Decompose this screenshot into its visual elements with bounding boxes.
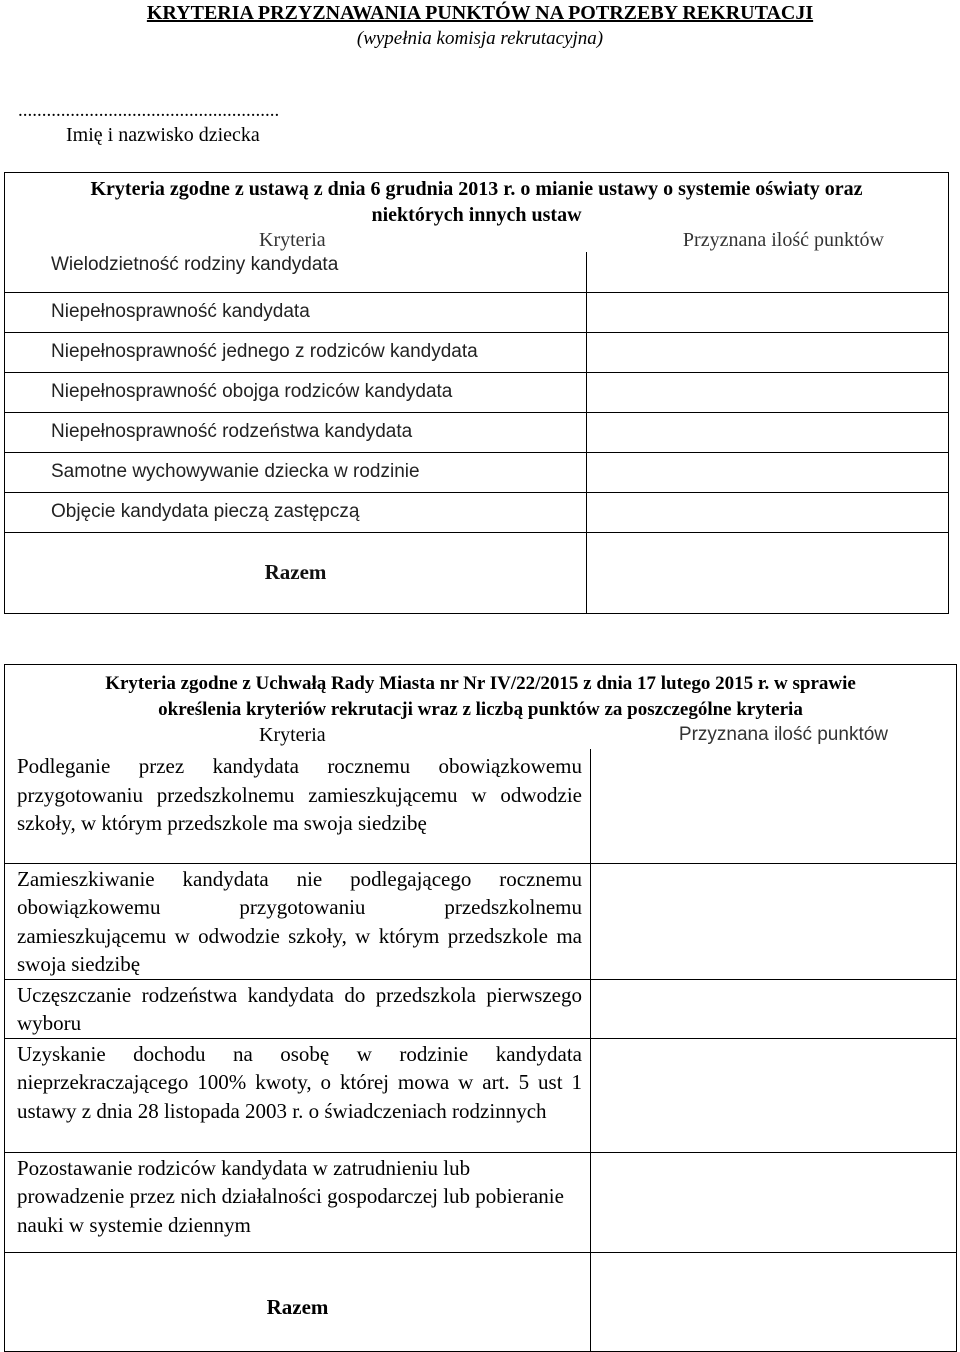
criterion-label: Zamieszkiwanie kandydata nie podlegającego rocznemu obowiązkowemu przygotowaniu przedszkolnemu zamieszkującemu w odwodzie szkoły, w którym przedszkole ma swoja siedzibę xyxy=(5,863,591,979)
criterion-label: Podleganie przez kandydata rocznemu obowiązkowemu przygotowaniu przedszkolnemu zamieszkującemu w odwodzie szkoły, w którym przedszkole ma swoja siedzibę xyxy=(5,749,591,863)
statutory-criteria-table xyxy=(4,172,949,614)
criterion-label: Wielodzietność rodziny kandydata xyxy=(5,252,587,292)
child-name-label: Imię i nazwisko dziecka xyxy=(66,124,260,146)
name-fill-line: ....................................................... xyxy=(18,100,280,121)
resolution-heading-line-1: Kryteria zgodne z Uchwałą Rady Miasta nr Nr IV/22/2015 z dnia 17 lutego 2015 r. w sprawie xyxy=(105,673,856,694)
criterion-label: Samotne wychowywanie dziecka w rodzinie xyxy=(5,452,587,492)
statutory-criteria-heading: Kryteria zgodne z ustawą z dnia 6 grudnia 2013 r. o mianie ustawy o systemie oświaty oraz niektórych innych ustaw xyxy=(90,178,863,226)
column-header-criteria: Kryteria xyxy=(259,229,326,251)
criterion-label: Pozostawanie rodziców kandydata w zatrudnieniu lub prowadzenie przez nich działalności gospodarczej lub pobieranie nauki w systemie dziennym xyxy=(5,1152,591,1252)
document-subtitle: (wypełnia komisja rekrutacyjna) xyxy=(356,28,604,49)
points-cell[interactable] xyxy=(587,412,949,452)
points-cell[interactable] xyxy=(587,332,949,372)
points-cell[interactable] xyxy=(591,749,957,863)
sum-label: Razem xyxy=(5,532,587,613)
points-cell[interactable] xyxy=(591,979,957,1038)
document-title: KRYTERIA PRZYZNAWANIA PUNKTÓW NA POTRZEBY REKRUTACJI xyxy=(146,2,814,24)
points-cell[interactable] xyxy=(591,1038,957,1152)
resolution-heading-line-2: określenia kryteriów rekrutacji wraz z liczbą punktów za poszczególne kryteria xyxy=(158,699,803,720)
sum-points-cell[interactable] xyxy=(591,1252,957,1351)
points-cell[interactable] xyxy=(587,292,949,332)
criterion-label: Niepełnosprawność jednego z rodziców kandydata xyxy=(5,332,587,372)
points-cell[interactable] xyxy=(587,252,949,292)
sum-points-cell[interactable] xyxy=(587,532,949,613)
criterion-label: Niepełnosprawność rodzeństwa kandydata xyxy=(5,412,587,452)
column-header-criteria: Kryteria xyxy=(259,724,326,746)
points-cell[interactable] xyxy=(591,863,957,979)
sum-label: Razem xyxy=(5,1252,591,1351)
points-cell[interactable] xyxy=(587,452,949,492)
points-cell[interactable] xyxy=(591,1152,957,1252)
points-cell[interactable] xyxy=(587,492,949,532)
statutory-criteria-header xyxy=(5,173,949,253)
resolution-criteria-header xyxy=(5,665,957,750)
criterion-label: Niepełnosprawność obojga rodziców kandydata xyxy=(5,372,587,412)
column-header-points: Przyznana ilość punktów xyxy=(682,229,884,251)
criterion-label: Uczęszczanie rodzeństwa kandydata do przedszkola pierwszego wyboru xyxy=(5,979,591,1038)
criterion-label: Uzyskanie dochodu na osobę w rodzinie kandydata nieprzekraczającego 100% kwoty, o której mowa w art. 5 ust 1 ustawy z dnia 28 listopada 2003 r. o świadczeniach rodzinnych xyxy=(5,1038,591,1152)
points-cell[interactable] xyxy=(587,372,949,412)
column-header-points: Przyznana ilość punktów xyxy=(678,724,889,745)
resolution-criteria-table xyxy=(4,664,957,1352)
criterion-label: Niepełnosprawność kandydata xyxy=(5,292,587,332)
criterion-label: Objęcie kandydata pieczą zastępczą xyxy=(5,492,587,532)
